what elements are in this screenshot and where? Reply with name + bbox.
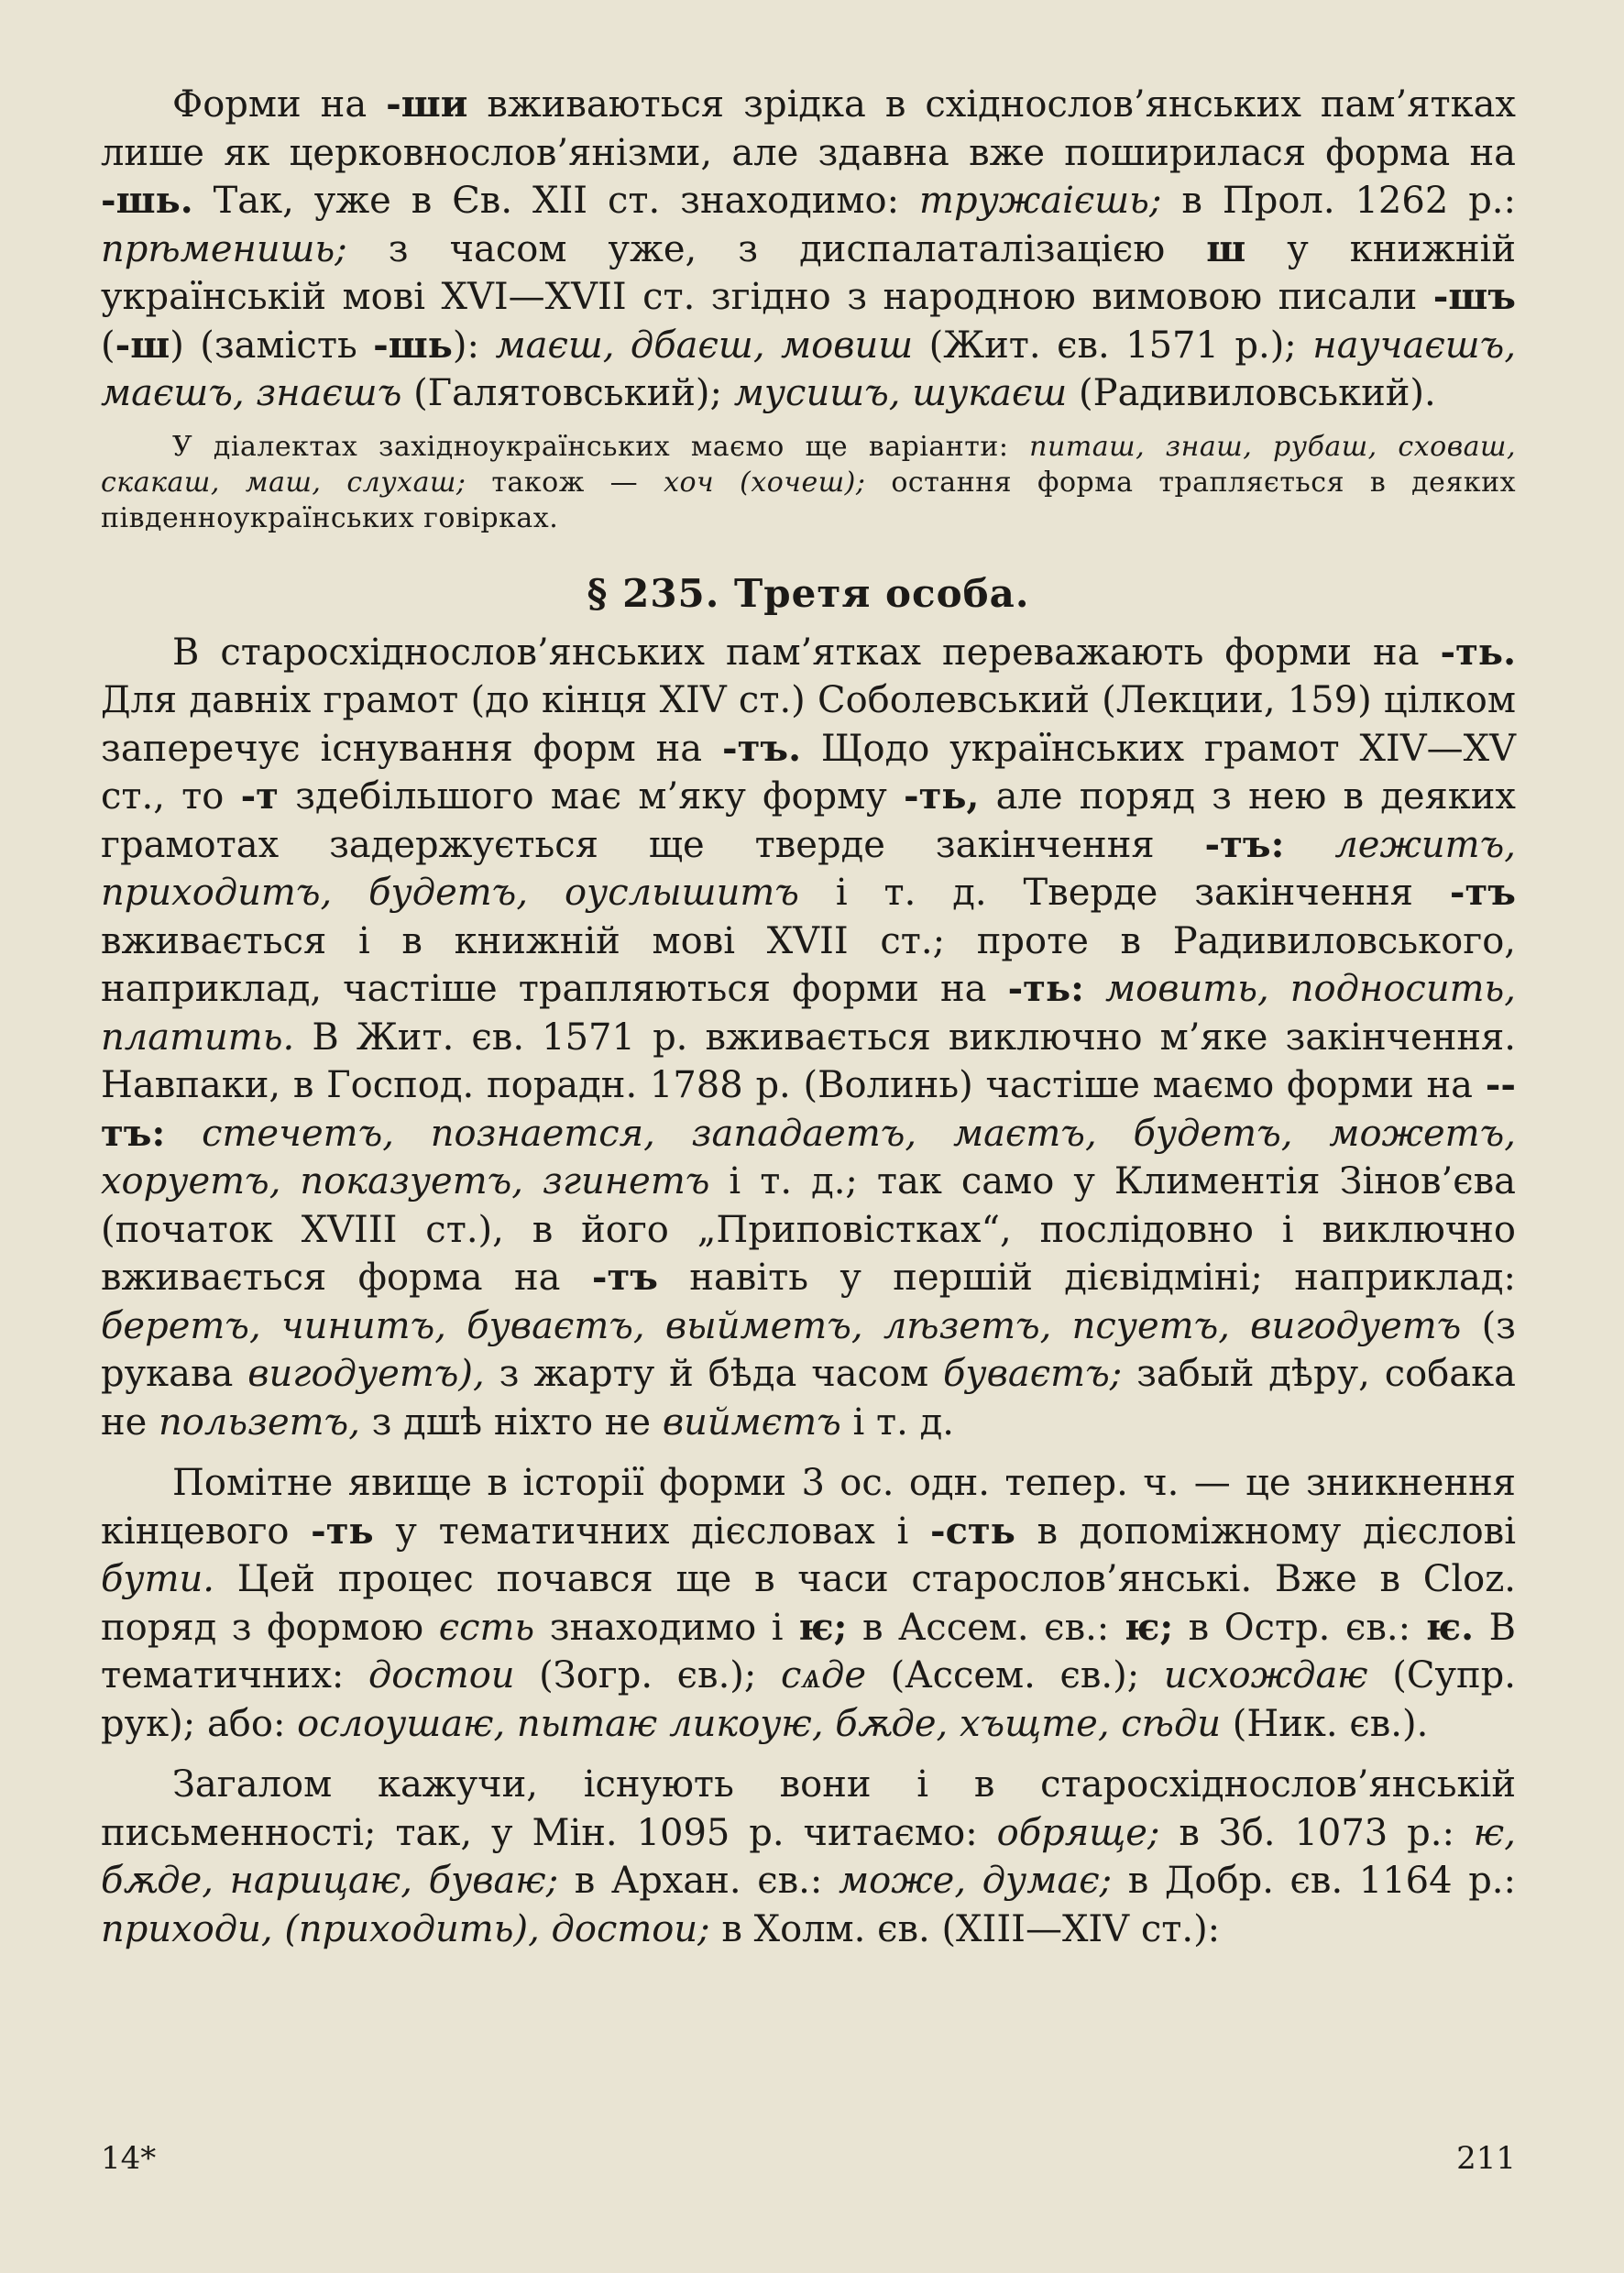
text-run: У діалектах західноукраїнських маємо ще варіанти: (172, 430, 1030, 463)
text-run: Для давніх грамот (до кінця XIV ст.) Соболевський (Лекции, 159) цілком заперечує існування форм на (101, 679, 1516, 770)
text-paragraph (101, 629, 1516, 1447)
italic-example: може, думає; (838, 1860, 1113, 1902)
text-run: В Жит. єв. 1571 р. вживається виключно м’яке закінчення. Навпаки, в Господ. порадн. 1788 р. (Волинь) частіше маємо форми на (101, 1016, 1516, 1106)
text-run: в Прол. 1262 р.: (1161, 180, 1516, 222)
italic-example: єсть (438, 1606, 535, 1649)
italic-example: бути. (101, 1558, 215, 1600)
text-run: Помітне явище в історії форми 3 ос. одн. тепер. ч. — це зникнення кінцевого (101, 1462, 1516, 1553)
italic-example: буваєтъ; (943, 1353, 1123, 1395)
italic-example: достои (368, 1654, 515, 1697)
italic-example: ѥ, бѫде, нарицаѥ, буваѥ; (101, 1811, 1516, 1902)
text-run: але поряд з нею в деяких грамотах задержується ще тверде закінчення (101, 775, 1516, 866)
text-run: в Ассем. єв.: (847, 1606, 1125, 1649)
bold-suffix: -ши (386, 82, 468, 126)
bold-suffix: -ть: (1007, 967, 1084, 1010)
text-run: остання форма трапляється в деяких південноукраїнських говірках. (101, 466, 1516, 534)
italic-example: виймєтъ (662, 1400, 841, 1444)
text-run: в Остр. єв.: (1173, 1606, 1426, 1649)
footnote-paragraph (101, 429, 1516, 536)
italic-example: мовить, подносить, платить. (101, 968, 1517, 1059)
text-run: (Ассем. єв.); (866, 1654, 1164, 1697)
italic-example: сѧде (780, 1654, 867, 1697)
text-run: у книжній українській мові XVI—XVII ст. згідно з народною вимовою писали (101, 227, 1516, 318)
italic-example: исхождаѥ (1163, 1654, 1368, 1697)
italic-example: беретъ, чинитъ, буваєтъ, выйметъ, лѣзетъ, псуетъ, вигодуетъ (101, 1304, 1462, 1347)
text-run: ) (замість (170, 324, 374, 367)
text-run: (Радивиловський). (1067, 372, 1436, 414)
page-number: 211 (1456, 2140, 1516, 2177)
bold-suffix: ѥ. (1425, 1605, 1475, 1649)
page-body (101, 81, 1516, 1953)
bold-suffix: -шь. (101, 179, 193, 222)
text-run: В старосхіднослов’янських пам’ятках переважають форми на (172, 631, 1441, 674)
bold-suffix: -тъ (591, 1256, 658, 1299)
text-run: Загалом кажучи, існують вони і в старосхіднослов’янській письменності; так, у Мін. 1095 р. читаємо: (101, 1763, 1516, 1854)
text-paragraph (101, 81, 1516, 418)
text-run: і т. д. Тверде закінчення (798, 872, 1450, 914)
italic-example: лежитъ, приходитъ, будетъ, оуслышитъ (101, 823, 1516, 914)
italic-example: приходи, (приходить), достои; (101, 1907, 710, 1950)
italic-example: научаєшъ, маєшъ, знаєшъ (101, 324, 1517, 414)
text-run: В тематичних: (101, 1606, 1517, 1697)
text-run: Так, уже в Єв. XII ст. знаходимо: (192, 180, 920, 222)
text-run: в Архан. єв.: (558, 1860, 839, 1902)
text-run: також — (466, 466, 664, 499)
text-run: з дшѣ ніхто не (359, 1400, 663, 1444)
bold-suffix: -т (240, 774, 279, 818)
page-footer (101, 2140, 1516, 2177)
italic-example: хоч (хочеш); (664, 466, 866, 499)
text-run: § 235. Третя особа. (587, 570, 1030, 616)
bold-suffix: -шь (373, 323, 453, 367)
italic-example: мусишъ, шукаєш (733, 372, 1068, 414)
text-run: з часом уже, з диспалаталізацією (346, 227, 1207, 270)
text-run: в Добр. єв. 1164 р.: (1112, 1860, 1516, 1902)
italic-example: вигодуетъ), (247, 1353, 485, 1395)
text-run: в допоміжному дієслові (1015, 1510, 1516, 1553)
italic-example: пользетъ, (159, 1400, 360, 1444)
text-run: і т. д.; так само у Климентія Зінов’єва (початок XVIII ст.), в його „Приповістках“, послідовно і виключно вживається форма на (101, 1160, 1516, 1299)
bold-suffix: -ш (115, 323, 170, 367)
text-run: Цей процес почався ще в часи старослов’янські. Вже в Cloz. поряд з формою (101, 1558, 1516, 1649)
bold-suffix: -тъ (1449, 871, 1516, 914)
italic-example: обряще; (996, 1811, 1160, 1854)
italic-example: маєш, дбаєш, мовиш (495, 324, 914, 367)
text-run: (Ник. єв.). (1221, 1702, 1429, 1745)
text-paragraph (101, 1761, 1516, 1953)
bold-suffix: ѥ; (1124, 1605, 1174, 1649)
bold-suffix: ѥ; (798, 1605, 848, 1649)
bold-suffix: -ть (311, 1509, 374, 1553)
text-run: вживаються зрідка в східнослов’янських пам’ятках лише як церковнослов’янізми, але здавна вже поширилася форма на (101, 83, 1516, 174)
text-run: в Зб. 1073 р.: (1159, 1811, 1474, 1854)
text-run: забый дѣру, собака не (101, 1353, 1516, 1444)
bold-suffix: ш (1206, 226, 1246, 270)
text-run: (з рукава (101, 1304, 1516, 1395)
signature-mark: 14* (101, 2140, 157, 2177)
bold-suffix: -сть (929, 1509, 1015, 1553)
text-run: (Галятовський); (401, 372, 734, 414)
text-run: Щодо українських грамот XIV—XV ст., то (101, 727, 1516, 818)
section-heading (101, 571, 1516, 616)
bold-suffix: -тъ: (1204, 822, 1285, 866)
text-run: знаходимо і (534, 1606, 799, 1649)
text-run: ): (452, 324, 496, 367)
text-run: ( (101, 324, 115, 367)
italic-example: питаш, знаш, рубаш, сховаш, скакаш, маш, слухаш; (101, 430, 1516, 499)
bold-suffix: -ть. (1440, 630, 1516, 674)
bold-suffix: -ть, (904, 774, 980, 818)
text-run (165, 1113, 202, 1155)
text-run: і т. д. (840, 1400, 954, 1444)
text-run: (Супр. рук); або: (101, 1654, 1516, 1745)
bold-suffix: --тъ: (101, 1063, 1516, 1155)
text-run: навіть у першій дієвідміні; наприклад: (657, 1257, 1517, 1299)
text-run: (Жит. єв. 1571 р.); (913, 324, 1313, 367)
italic-example: прѣменишь; (101, 227, 347, 270)
text-run: вживається і в книжній мові XVII ст.; проте в Радивиловського, наприклад, частіше трапляються форми на (101, 919, 1516, 1010)
italic-example: ослоушаѥ, пытаѥ ликоуѥ, бѫде, хъщте, сѣди (297, 1702, 1222, 1745)
text-run (1284, 824, 1334, 866)
text-run (1084, 968, 1105, 1010)
text-run: здебільшого має м’яку форму (278, 775, 904, 818)
text-run: Форми на (172, 83, 387, 126)
text-run: у тематичних дієсловах і (373, 1510, 930, 1553)
text-run: в Холм. єв. (XIII—XIV ст.): (709, 1907, 1221, 1950)
italic-example: тружаієшь; (919, 180, 1162, 222)
bold-suffix: -тъ. (722, 726, 802, 770)
text-run: з жарту й бѣда часом (484, 1353, 944, 1395)
bold-suffix: -шъ (1432, 275, 1516, 318)
text-paragraph (101, 1459, 1516, 1748)
text-run: (Зогр. єв.); (514, 1654, 781, 1697)
italic-example: стечетъ, познается, западаетъ, маєтъ, будетъ, можетъ, хоруетъ, показуетъ, згинетъ (101, 1112, 1516, 1202)
